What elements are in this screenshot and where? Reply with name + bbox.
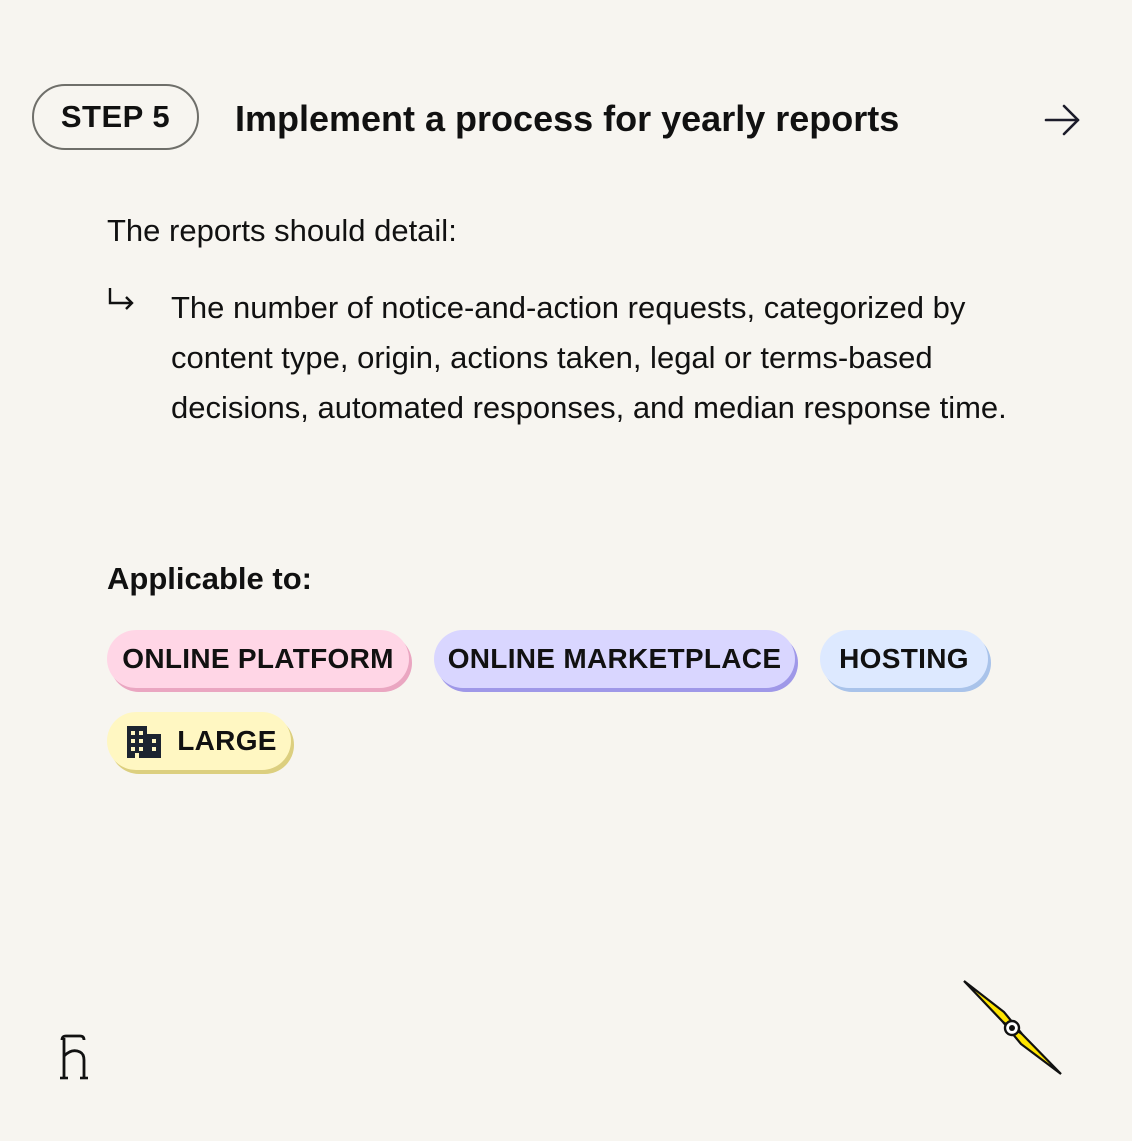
tag-label: ONLINE PLATFORM (122, 643, 394, 674)
tag-label: ONLINE MARKETPLACE (447, 643, 782, 674)
tag-online-marketplace[interactable] (434, 630, 795, 688)
building-icon (125, 724, 163, 758)
intro-text: The reports should detail: (107, 213, 457, 248)
return-arrow-icon (106, 286, 136, 312)
tag-large[interactable] (107, 712, 291, 770)
page-title: Implement a process for yearly reports (235, 98, 900, 139)
tag-online-platform[interactable] (107, 630, 409, 688)
step-badge (32, 84, 199, 150)
tag-label: HOSTING (839, 643, 969, 674)
bullet-item: The number of notice-and-action requests, categorized by content type, origin, actions taken, legal or terms-based decisions, automated responses, and median response time. (171, 290, 1007, 425)
tag-label: LARGE (177, 725, 277, 756)
applicable-label: Applicable to: (107, 561, 312, 596)
arrow-right-icon[interactable] (1040, 100, 1084, 140)
step-label: STEP 5 (60, 99, 171, 134)
brand-logo-icon (58, 1034, 92, 1080)
tag-hosting[interactable] (820, 630, 988, 688)
compass-icon (960, 978, 1064, 1078)
